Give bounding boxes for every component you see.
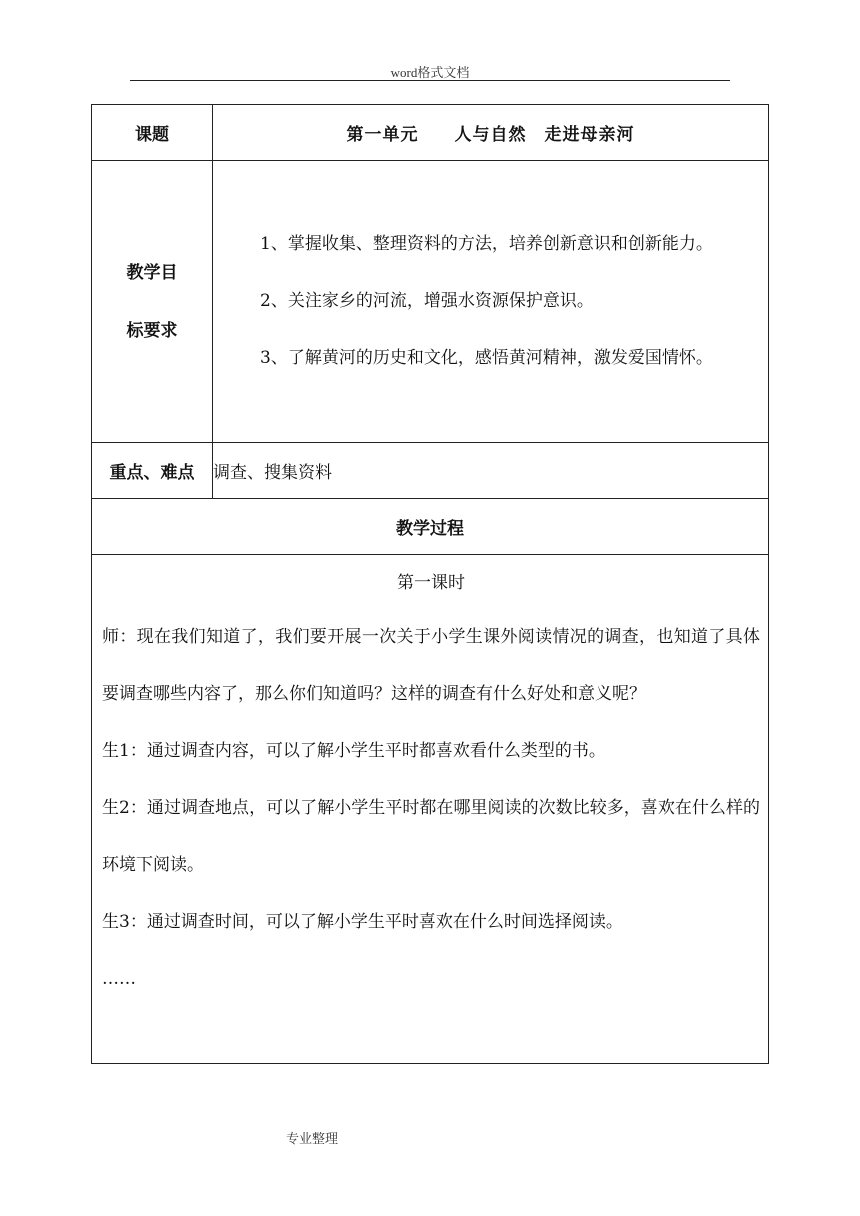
label-key-points: 重点、难点 <box>92 443 213 499</box>
dialogue-paragraph-1: 师：现在我们知道了，我们要开展一次关于小学生课外阅读情况的调查，也知道了具体要调查哪些内容了，那么你们知道吗？这样的调查有什么好处和意义呢？ <box>102 627 760 704</box>
row-process-content <box>92 555 769 1064</box>
header-rule <box>130 80 730 81</box>
dialogue-paragraph-2: 生1：通过调查内容，可以了解小学生平时都喜欢看什么类型的书。 <box>102 741 606 761</box>
process-content-cell <box>92 555 769 1064</box>
page-header: word格式文档 <box>390 65 470 80</box>
lesson-plan-table <box>91 104 769 1064</box>
row-lesson-title <box>92 105 769 161</box>
lesson-title: 第一单元 人与自然 走进母亲河 <box>213 105 769 161</box>
lesson-period-heading: 第一课时 <box>397 573 465 593</box>
key-points-value: 调查、搜集资料 <box>213 443 769 499</box>
ellipsis-paragraph: …… <box>102 969 136 989</box>
goal-item-1: 1、掌握收集、整理资料的方法，培养创新意识和创新能力。 <box>260 234 713 254</box>
row-teaching-goals <box>92 161 769 443</box>
goal-item-2: 2、关注家乡的河流，增强水资源保护意识。 <box>260 291 594 311</box>
label-lesson: 课题 <box>92 105 213 161</box>
dialogue-paragraph-4: 生3：通过调查时间，可以了解小学生平时喜欢在什么时间选择阅读。 <box>102 912 623 932</box>
process-heading: 教学过程 <box>92 499 769 555</box>
page-footer: 专业整理 <box>286 1131 339 1146</box>
row-key-points <box>92 443 769 499</box>
label-goals-line-1: 教学目 <box>126 262 178 283</box>
goal-item-3: 3、了解黄河的历史和文化，感悟黄河精神，激发爱国情怀。 <box>260 348 713 368</box>
label-goals-line-2: 标要求 <box>126 320 178 341</box>
goals-cell <box>213 161 769 443</box>
label-teaching-goals <box>92 161 213 443</box>
dialogue-paragraph-3: 生2：通过调查地点，可以了解小学生平时都在哪里阅读的次数比较多，喜欢在什么样的环境下阅读。 <box>102 798 760 875</box>
row-process-heading <box>92 499 769 555</box>
